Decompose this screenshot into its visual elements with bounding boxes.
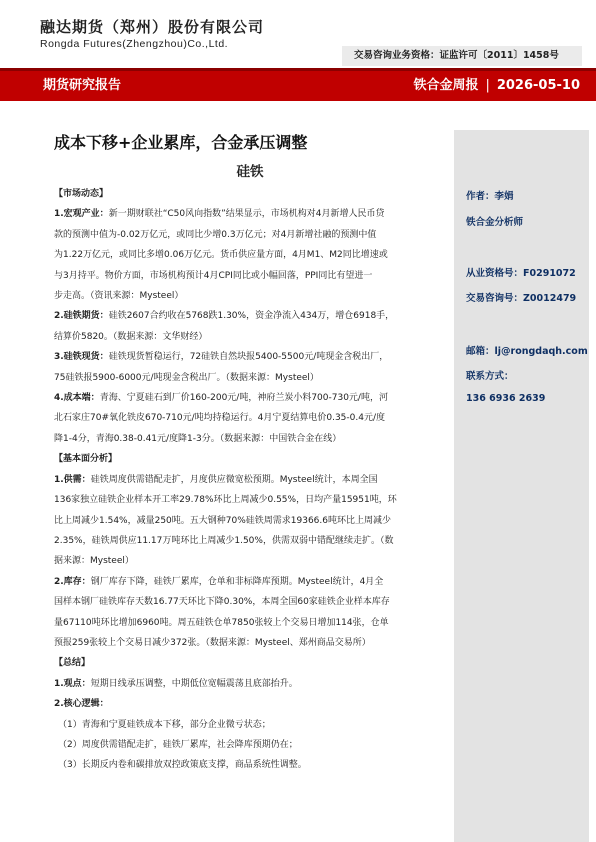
- report-name: 铁合金周报: [413, 78, 479, 93]
- text-line: [54, 572, 446, 592]
- item-text: 降1-4分，青海0.38-0.41元/度降1-3分。（数据来源：中国铁合金在线）: [54, 433, 342, 444]
- text-line: [54, 613, 446, 633]
- text-line: [54, 245, 446, 265]
- item-label: 2.库存：: [54, 576, 91, 587]
- item-text: 短期日线承压调整，中期低位宽幅震荡且底部抬升。: [90, 678, 298, 689]
- item-label: 1.宏观产业：: [54, 209, 109, 220]
- item-text: 结算价5820。（数据来源：文华财经）: [54, 331, 208, 342]
- text-line: [54, 755, 446, 775]
- company-name-cn: 融达期货（郑州）股份有限公司: [40, 18, 265, 36]
- text-line: [54, 715, 446, 735]
- section-title: 硅铁: [236, 164, 264, 180]
- report-title-date: [413, 71, 580, 101]
- item-label: 1.供需：: [54, 474, 91, 485]
- qualification-number: 从业资格号：F0291072: [466, 268, 576, 279]
- text-line: [54, 388, 446, 408]
- item-text: 比上周减少1.54%，减量250吨。五大钢种70%硅铁周需求19366.6吨环比上周减少: [54, 515, 391, 526]
- text-line: [54, 470, 446, 490]
- item-text: 步走高。（资讯来源：Mysteel）: [54, 291, 184, 302]
- item-label: 3.硅铁现货：: [54, 352, 109, 363]
- text-line: [54, 266, 446, 286]
- text-line: [54, 735, 446, 755]
- report-text: [54, 184, 446, 776]
- report-date: 2026-05-10: [496, 78, 580, 93]
- report-category: 期货研究报告: [43, 78, 122, 93]
- text-line: [54, 694, 446, 714]
- section-heading: [54, 653, 446, 673]
- item-text: 北石家庄70#氧化铁皮670-710元/吨均持稳运行。4月宁夏结算电价0.35-0.4元/度: [54, 413, 385, 424]
- item-label: 【总结】: [54, 658, 91, 669]
- text-line: [54, 347, 446, 367]
- item-text: 75硅铁报5900-6000元/吨现金含税出厂。（数据来源：Mysteel）: [54, 372, 319, 383]
- author-email[interactable]: 邮箱：lj@rongdaqh.com: [466, 346, 588, 357]
- text-line: [54, 633, 446, 653]
- text-line: [54, 286, 446, 306]
- item-text: 与3月持平。物价方面，市场机构预计4月CPI同比或小幅回落，PPI同比有望进一: [54, 270, 373, 281]
- text-line: [54, 408, 446, 428]
- report-headline: 成本下移+企业累库，合金承压调整: [54, 133, 308, 152]
- item-text: 硅铁2607合约收在5768跌1.30%，资金净流入434万，增仓6918手，: [108, 311, 395, 322]
- item-text: 136家独立硅铁企业样本开工率29.78%环比上周减少0.55%，日均产量15951吨，环: [54, 495, 397, 506]
- report-body: [54, 160, 446, 776]
- text-line: [54, 674, 446, 694]
- contact-label: 联系方式：: [466, 371, 514, 382]
- text-line: [54, 225, 446, 245]
- item-text: 硅铁现货暂稳运行，72硅铁自然块报5400-5500元/吨现金含税出厂，: [108, 352, 389, 363]
- item-text: 新一期财联社“C50风向指数”结果显示，市场机构对4月新增人民币贷: [108, 209, 385, 220]
- text-line: [54, 429, 446, 449]
- item-text: （2）周度供需错配走扩，硅铁厂累库，社会降库预期仍在；: [58, 739, 298, 750]
- banner-separator: |: [485, 78, 490, 93]
- text-line: [54, 531, 446, 551]
- text-line: [54, 306, 446, 326]
- item-text: 青海、宁夏硅石到厂价160-200元/吨，神府兰炭小料700-730元/吨，河: [99, 393, 388, 404]
- company-name-en: Rongda Futures(Zhengzhou)Co.,Ltd.: [40, 38, 229, 50]
- license-info: 交易咨询业务资格：证监许可〔2011〕1458号: [342, 46, 582, 66]
- text-line: [54, 551, 446, 571]
- item-label: 4.成本端：: [54, 393, 100, 404]
- author-phone: 136 6936 2639: [466, 393, 546, 404]
- item-label: 【市场动态】: [54, 189, 109, 199]
- text-line: [54, 204, 446, 224]
- consult-number: 交易咨询号：Z0012479: [466, 293, 577, 304]
- author-name: 作者：李娟: [466, 191, 514, 202]
- author-role: 铁合金分析师: [466, 217, 524, 228]
- item-text: 国样本钢厂硅铁库存天数16.77天环比下降0.30%，本周全国60家硅铁企业样本库存: [54, 597, 390, 608]
- item-text: 预报259张较上个交易日减少372张。（数据来源：Mysteel、郑州商品交易所）: [54, 637, 371, 648]
- item-text: 硅铁周度供需错配走扩，月度供应微宽松预期。Mysteel统计，本周全国: [90, 474, 378, 485]
- section-heading: [54, 184, 446, 204]
- item-text: 量67110吨环比增加6960吨。周五硅铁仓单7850张较上个交易日增加114张，仓单: [54, 617, 389, 628]
- text-line: [54, 511, 446, 531]
- item-text: 为1.22万亿元，或同比多增0.06万亿元。货币供应量方面，4月M1、M2同比增速或: [54, 250, 388, 261]
- item-text: 钢厂库存下降，硅铁厂累库，仓单和非标降库预期。Mysteel统计，4月全: [90, 576, 384, 587]
- report-banner: [0, 68, 596, 101]
- item-label: 2.硅铁期货：: [54, 311, 109, 322]
- text-line: [54, 327, 446, 347]
- text-line: [54, 592, 446, 612]
- section-heading: [54, 449, 446, 469]
- item-label: 【基本面分析】: [54, 454, 118, 465]
- item-text: 款的预测中值为-0.02万亿元，或同比少增0.3万亿元；对4月新增社融的预测中值: [54, 229, 377, 240]
- item-label: 2.核心逻辑：: [54, 699, 109, 710]
- item-text: （3）长期反内卷和碳排放双控政策底支撑，商品系统性调整。: [58, 760, 307, 771]
- item-text: （1）青海和宁夏硅铁成本下移，部分企业微亏状态；: [58, 719, 271, 730]
- item-label: 1.观点：: [54, 678, 91, 689]
- text-line: [54, 490, 446, 510]
- text-line: [54, 368, 446, 388]
- author-sidebar: [454, 130, 589, 842]
- item-text: 据来源：Mysteel）: [54, 556, 134, 567]
- item-text: 2.35%，硅铁周供应11.17万吨环比上周减少1.50%，供需双弱中错配继续走扩。（数: [54, 535, 394, 546]
